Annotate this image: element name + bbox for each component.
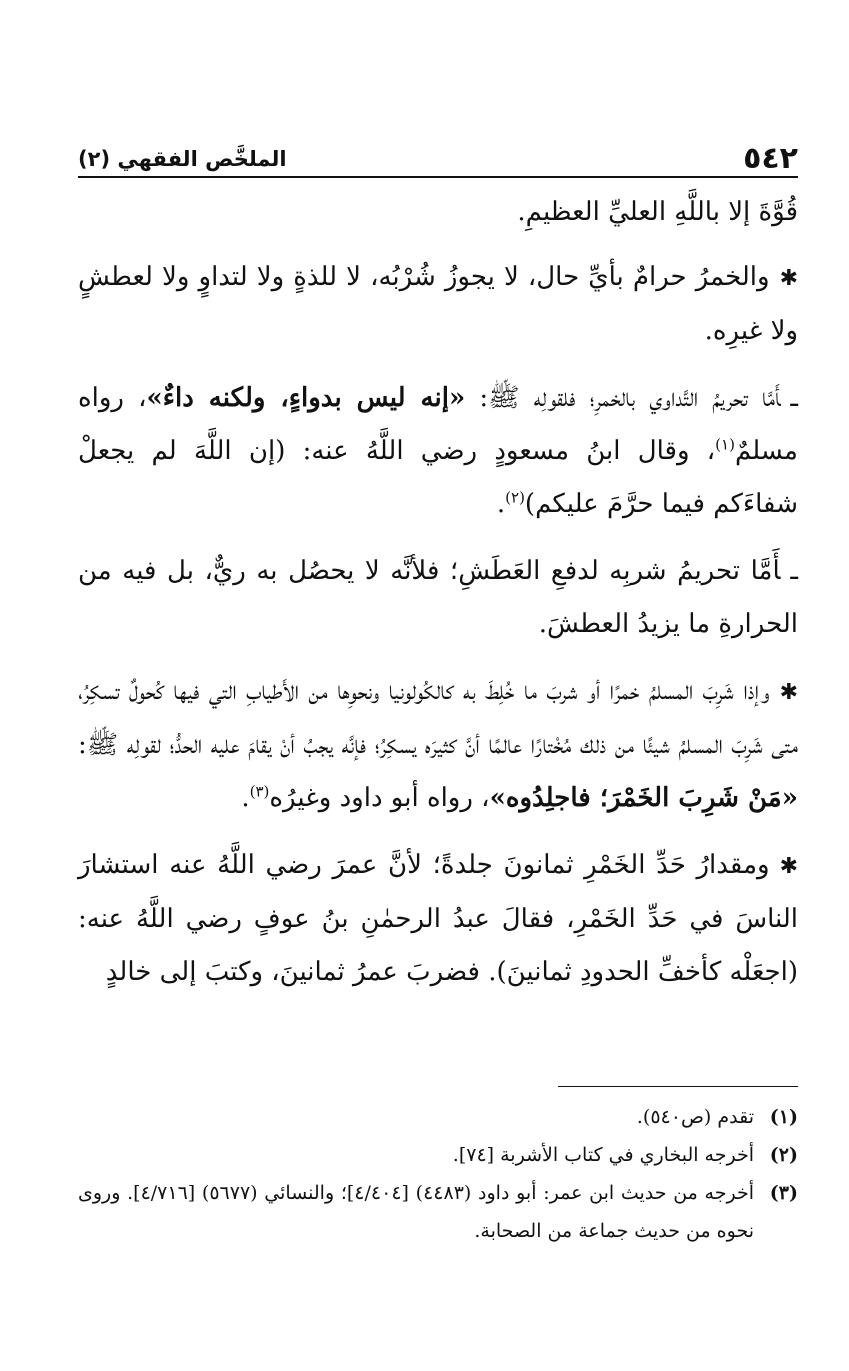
footnote-number: (١) (769, 1106, 798, 1128)
footnote-ref: (٣) (249, 782, 270, 801)
body-text (78, 186, 798, 1013)
footnote-number: (٣) (769, 1182, 798, 1204)
book-page (78, 128, 798, 1288)
star-bullet-icon: ✱ (779, 680, 798, 705)
paragraph-continuation (78, 186, 798, 239)
footnote-rule (558, 1086, 798, 1087)
paragraph-text: ومقدارُ حَدِّ الخَمْرِ ثمانونَ جلدةً؛ لأنَّ عمرَ رضي اللَّهُ عنه استشارَ الناسَ في حَدِّ الخَمْرِ، فقالَ عبدُ الرحمٰنِ بنُ عوفٍ رضي اللَّهُ عنه: (اجعَلْه كأخفِّ الحدودِ ثمانينَ). فضربَ عمرُ ثمانينَ، وكتبَ إلى خالدٍ (78, 850, 798, 987)
footnote-ref: (١) (715, 435, 735, 454)
paragraph-wine-prohibition (78, 251, 798, 358)
footnote-item (78, 1098, 798, 1136)
paragraph-text: أَمَّا تحريمُ شربِه لدفعِ العَطَشِ؛ فلأنَّه لا يحصُل به ريٌّ، بل فيه من الحرارةِ ما يزيدُ العطشَ. (78, 556, 798, 639)
paragraph-text: والخمرُ حرامٌ بأيِّ حال، لا يجوزُ شُرْبُه، لا للذةٍ ولا لتداوٍ ولا لعطشٍ ولا غيرِه. (78, 262, 798, 346)
paragraph-thirst (78, 545, 798, 651)
paragraph-amount (78, 839, 798, 999)
paragraph-medicine (78, 372, 798, 531)
footnote-number: (٢) (769, 1144, 798, 1166)
paragraph-text: أَمَّا تحريمُ التَّداوي بالخمرِ؛ فلقولِه ﷺ: (465, 383, 781, 413)
dash-bullet: ـ (790, 383, 799, 413)
footnote-item (78, 1136, 798, 1174)
hadith-quote: «مَنْ شَرِبَ الخَمْرَ؛ فاجلِدُوه» (489, 783, 798, 813)
paragraph-text: قُوَّةَ إلا باللَّهِ العليِّ العظيمِ. (517, 197, 798, 227)
page-number: ٥٤٢ (743, 141, 798, 176)
paragraph-text: ، رواه أبو داود وغيرُه (269, 783, 490, 813)
star-bullet-icon: ✱ (779, 266, 798, 291)
header-rule (78, 176, 798, 178)
paragraph-text: ، وقال ابنُ مسعودٍ رضي اللَّهُ عنه: (إن اللَّهَ لم يجعلْ شفاءَكم فيما حرَّمَ عليكم) (78, 436, 798, 519)
footnote-text: أخرجه البخاري في كتاب الأشربة [٧٤]. (452, 1144, 754, 1166)
paragraph-text: ، رواه مسلمٌ (78, 383, 798, 466)
paragraph-punishment (78, 665, 798, 825)
footnotes (78, 1098, 798, 1250)
footnote-text: أخرجه من حديث ابن عمر: أبو داود (٤٤٨٣) [٤/٤٠٤]؛ والنسائي (٥٦٧٧) [٤/٧١٦]. وروى نحوه من حديث جماعة من الصحابة. (78, 1182, 754, 1242)
paragraph-text: وإذا شَرِبَ المسلمُ خمرًا أو شربَ ما خُلِطَ به كالكُولونيا ونحوِها من الأَطيابِ التي فيها كُحولٌ تسكِرُ، متى شَرِبَ المسلمُ شيئًا من ذلك مُخْتارًا عالمًا أنَّ كثيرَه يسكِرُ؛ فإنَّه يجبُ أنْ يقامَ عليه الحدُّ؛ لقولِه ﷺ: (78, 676, 798, 760)
hadith-quote: «إنه ليس بدواءٍ، ولكنه داءٌ» (146, 383, 466, 413)
running-title: الملخَّص الفقهي (٢) (78, 147, 287, 171)
page-header (78, 128, 798, 176)
dash-bullet: ـ (790, 556, 798, 586)
paragraph-text: . (241, 783, 250, 813)
star-bullet-icon: ✱ (779, 854, 798, 879)
footnote-ref: (٢) (505, 488, 525, 507)
footnote-text: تقدم (ص٥٤٠). (636, 1106, 754, 1128)
paragraph-text: . (496, 489, 506, 519)
footnote-item (78, 1174, 798, 1250)
